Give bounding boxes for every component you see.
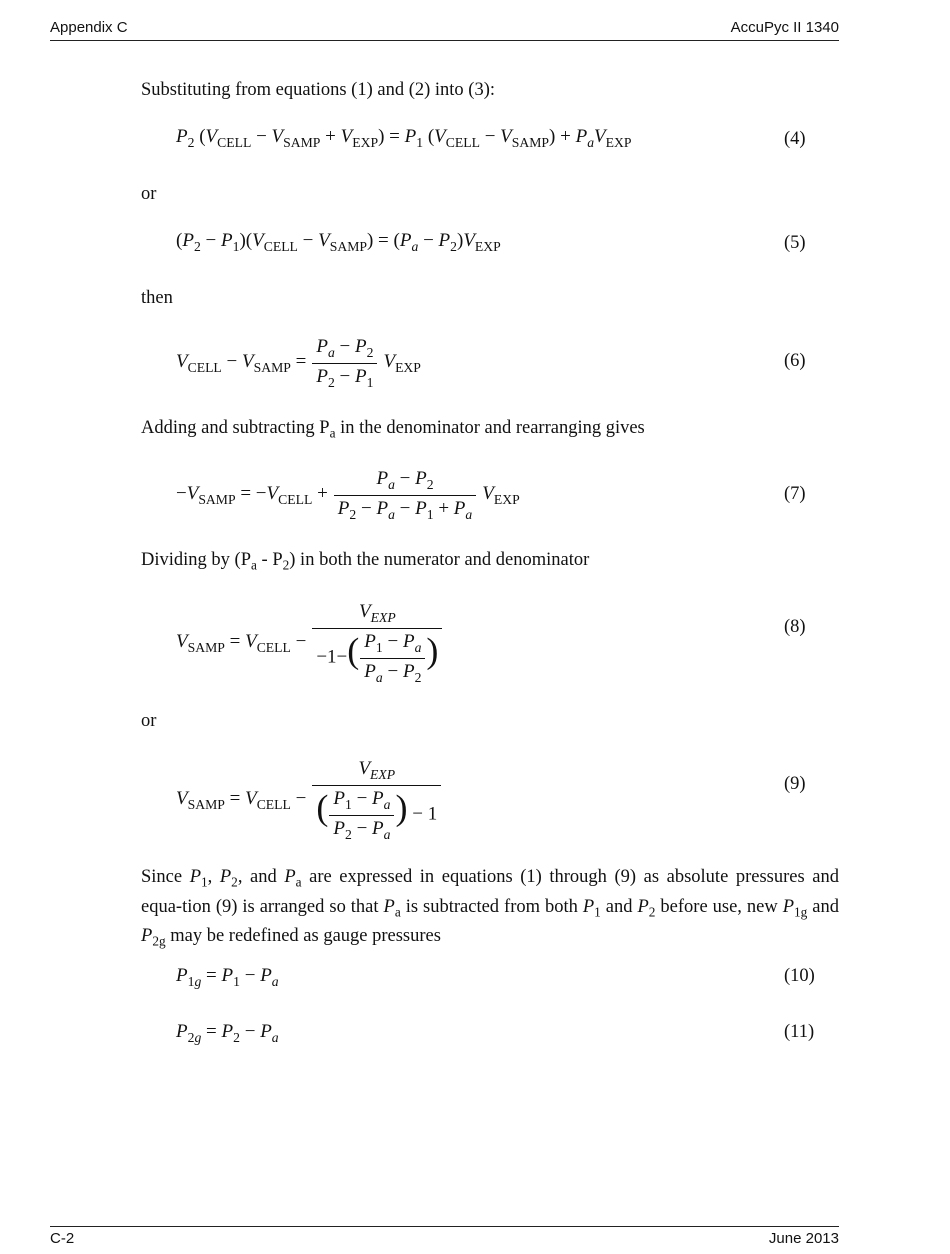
dividing-text-post: ) in both the numerator and denominator: [289, 550, 590, 570]
paragraph-or-2: or: [141, 711, 157, 731]
header-rule: [50, 40, 839, 41]
adding-text-pre: Adding and subtracting P: [141, 418, 330, 438]
dividing-text-pre: Dividing by (P: [141, 550, 251, 570]
since-text-4: are expressed in equations (1) through (9) as absolute pressures and equa-tion (9) is arranged so that: [141, 867, 839, 917]
since-text-2: ,: [207, 867, 220, 887]
equation-number-4: (4): [784, 129, 806, 149]
dividing-sub-2: 2: [282, 557, 290, 573]
since-text-3: , and: [237, 867, 285, 887]
adding-text-post: in the denominator and rearranging gives: [335, 418, 645, 438]
adding-text-sub: a: [329, 425, 336, 441]
header-product: AccuPyc II 1340: [730, 19, 839, 36]
paragraph-or-1: or: [141, 184, 157, 204]
since-text-7: before use, new: [655, 896, 783, 917]
dividing-sub-a: a: [250, 557, 257, 573]
equation-number-9: (9): [784, 774, 806, 794]
paragraph-substituting: Substituting from equations (1) and (2) into (3):: [141, 80, 496, 100]
footer-rule: [50, 1226, 839, 1227]
page-number: C-2: [50, 1230, 75, 1247]
since-text-9: may be redefined as gauge pressures: [165, 926, 441, 947]
equation-5: $(P_2 - P_1)(V_{CELL} - V_{SAMP}) = (P_a - P_2)V_{EXP}$: [176, 230, 501, 254]
equation-6: $V_{CELL} - V_{SAMP}$ = $\frac{P_a - P_2}{P_2 - P_1}$ $V_{EXP}$: [176, 336, 421, 390]
paragraph-dividing: [141, 548, 589, 578]
equation-number-7: (7): [784, 484, 806, 504]
equation-4: $P_2$ $(V_{CELL} - V_{SAMP} + V_{EXP}) = P_1$ $(V_{CELL} - V_{SAMP}) + P_aV_{EXP}$: [176, 126, 632, 150]
since-text-5: is subtracted from both: [400, 896, 583, 917]
equation-number-8: (8): [784, 617, 806, 637]
equation-11: $P_{2g} = P_2 - P_a$: [176, 1021, 279, 1045]
dividing-text-mid: - P: [256, 550, 283, 570]
equation-number-5: (5): [784, 233, 806, 253]
since-text-8: and: [807, 896, 840, 917]
equation-number-11: (11): [784, 1022, 815, 1042]
paragraph-adding: [141, 416, 645, 446]
equation-7: $-V_{SAMP} = -V_{CELL}$ + $\frac{P_a - P_2}{P_2 - P_a - P_1 + P_a}$ $V_{EXP}$: [176, 468, 520, 522]
paragraph-then: then: [141, 288, 173, 308]
header-section: Appendix C: [50, 19, 128, 36]
since-text-1: Since: [141, 867, 190, 887]
since-text-6: and: [600, 896, 638, 917]
paragraph-since: Since $P_1$, $P_2$, and $P_a$ are expressed in equations (1) through (9) as absolute pressures and equa-tion (9) is arranged so that $P_a$ is subtracted from both $P_1$ and $P_2$ before use, new $P_{1g}$ and $P_{2g}$ may be redefined as gauge pressures: [141, 867, 840, 949]
equation-number-6: (6): [784, 351, 806, 371]
footer-date: June 2013: [768, 1230, 839, 1247]
equation-10: $P_{1g} = P_1 - P_a$: [176, 965, 279, 989]
equation-number-10: (10): [784, 966, 815, 986]
equation-9: $V_{SAMP} = V_{CELL}$ − $V_{EXP}$ ( $\frac{P_1 - P_a}{P_2 - P_a}$ ) − 1: [176, 758, 447, 842]
equation-8: $V_{SAMP} = V_{CELL}$ − $V_{EXP}$ −1−( $\frac{P_1 - P_a}{P_a - P_2}$ ): [176, 601, 448, 685]
